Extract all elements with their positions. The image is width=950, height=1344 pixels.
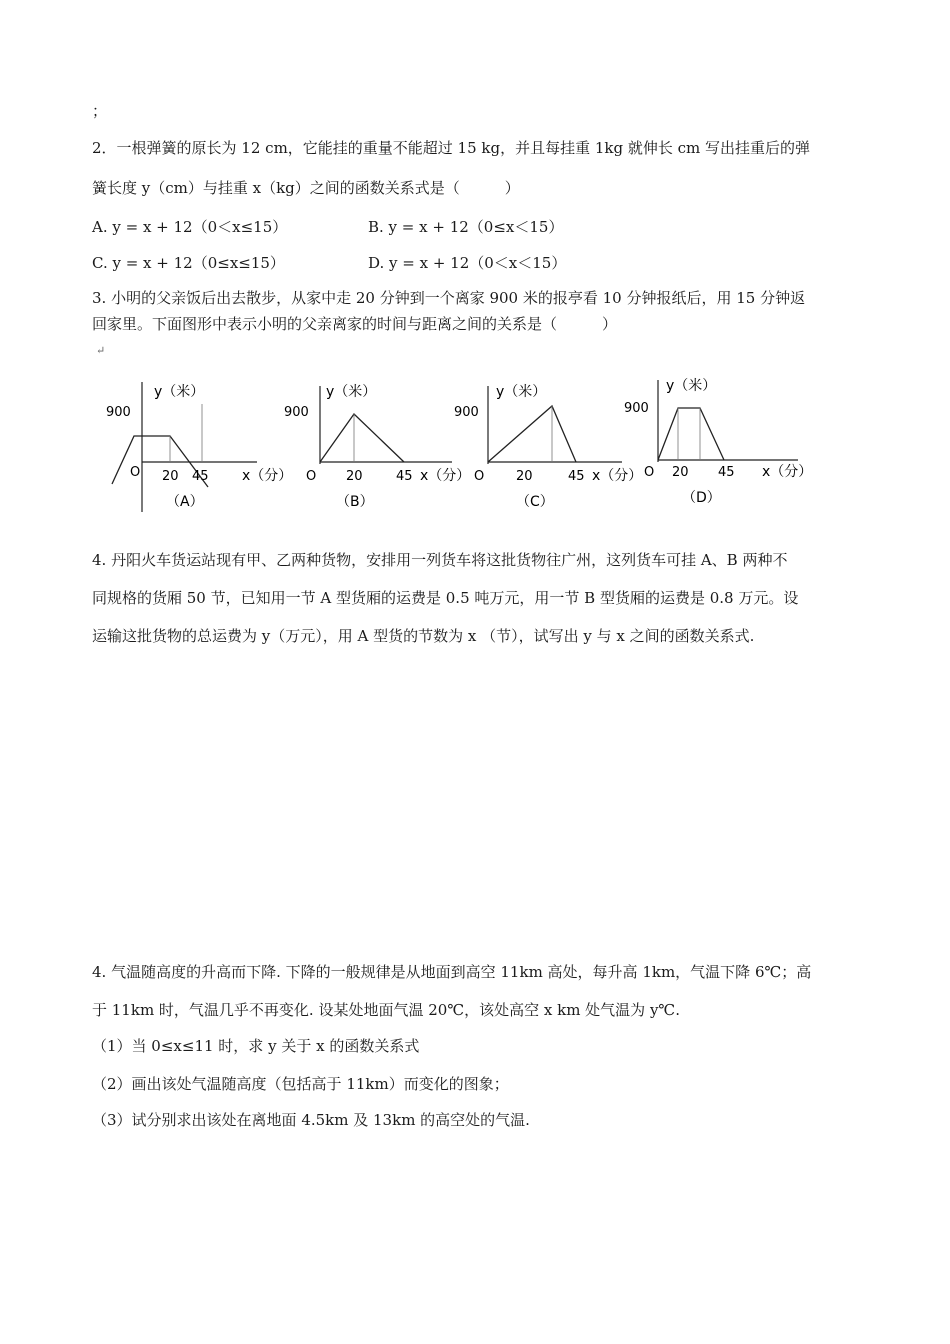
y-tick-900: 900 [454,405,479,420]
x-tick-20: 20 [162,469,179,484]
q3-line2: 回家里。下面图形中表示小明的父亲离家的时间与距离之间的关系是（ ） [92,315,618,333]
q4b-sub3: （3）试分别求出该处在离地面 4.5km 及 13km 的高空处的气温. [92,1111,530,1129]
q4b-sub1: （1）当 0≤x≤11 时，求 y 关于 x 的函数关系式 [92,1037,420,1055]
q4a-line3: 运输这批货物的总运费为 y（万元），用 A 型货的节数为 x （节），试写出 y 与 x 之间的函数关系式. [92,627,755,645]
x-axis-label: x（分） [762,464,813,480]
graph-b [282,372,471,522]
q4b-line1: 4. 气温随高度的升高而下降. 下降的一般规律是从地面到高空 11km 高处，每升高 1km，气温下降 6℃；高 [92,963,812,981]
y-axis-label: y（米） [666,378,717,394]
q2-option-a: A. y = x + 12（0＜x≤15） [92,218,288,236]
q3-line1: 3. 小明的父亲饭后出去散步，从家中走 20 分钟到一个离家 900 米的报亭看 10 分钟报纸后，用 15 分钟返 [92,289,806,307]
graph-label: （C） [516,494,554,510]
graph-label: （B） [336,494,374,510]
origin-label: O [474,469,485,484]
graph-d-svg [622,372,813,522]
origin-label: O [306,469,317,484]
x-axis-label: x（分） [242,468,293,484]
origin-label: O [130,465,141,480]
x-axis-label: x（分） [420,468,471,484]
q2-line1: 2．一根弹簧的原长为 12 cm，它能挂的重量不能超过 15 kg，并且每挂重 1kg 就伸长 cm 写出挂重后的弹 [92,139,811,157]
graph-c [452,372,643,522]
q2-option-d: D. y = x + 12（0＜x＜15） [368,254,567,272]
x-tick-45: 45 [192,469,209,484]
graph-label: （D） [682,490,721,506]
graph-c-svg [452,372,643,522]
q2-line2: 簧长度 y（cm）与挂重 x（kg）之间的函数关系式是（ ） [92,179,520,197]
q3-graphs [92,372,852,522]
x-tick-20: 20 [672,465,689,480]
x-axis-label: x（分） [592,468,643,484]
graph-label: （A） [166,494,204,510]
paragraph-marker: ↵ [96,344,106,357]
x-tick-45: 45 [396,469,413,484]
graph-d-path [658,408,724,460]
graph-b-svg [282,372,471,522]
top-mark: ； [92,102,108,120]
y-tick-900: 900 [106,405,131,420]
graph-a-svg [92,372,293,522]
q2-option-b: B. y = x + 12（0≤x＜15） [368,218,564,236]
graph-c-path [488,406,576,462]
graph-d [622,372,813,522]
q4b-line2: 于 11km 时，气温几乎不再变化. 设某处地面气温 20℃，该处高空 x km 处气温为 y℃. [92,1001,680,1019]
q4a-line2: 同规格的货厢 50 节，已知用一节 A 型货厢的运费是 0.5 吨万元，用一节 B 型货厢的运费是 0.8 万元。设 [92,589,799,607]
y-tick-900: 900 [284,405,309,420]
x-tick-45: 45 [718,465,735,480]
x-tick-20: 20 [516,469,533,484]
y-tick-900: 900 [624,401,649,416]
y-axis-label: y（米） [326,384,377,400]
q4a-line1: 4. 丹阳火车货运站现有甲、乙两种货物，安排用一列货车将这批货物往广州，这列货车可挂 A、B 两种不 [92,551,788,569]
x-tick-45: 45 [568,469,585,484]
q2-option-c: C. y = x + 12（0≤x≤15） [92,254,285,272]
x-tick-20: 20 [346,469,363,484]
origin-label: O [644,465,655,480]
graph-a [92,372,293,522]
y-axis-label: y（米） [154,384,205,400]
q4b-sub2: （2）画出该处气温随高度（包括高于 11km）而变化的图象； [92,1075,509,1093]
y-axis-label: y（米） [496,384,547,400]
graph-b-path [320,414,404,462]
